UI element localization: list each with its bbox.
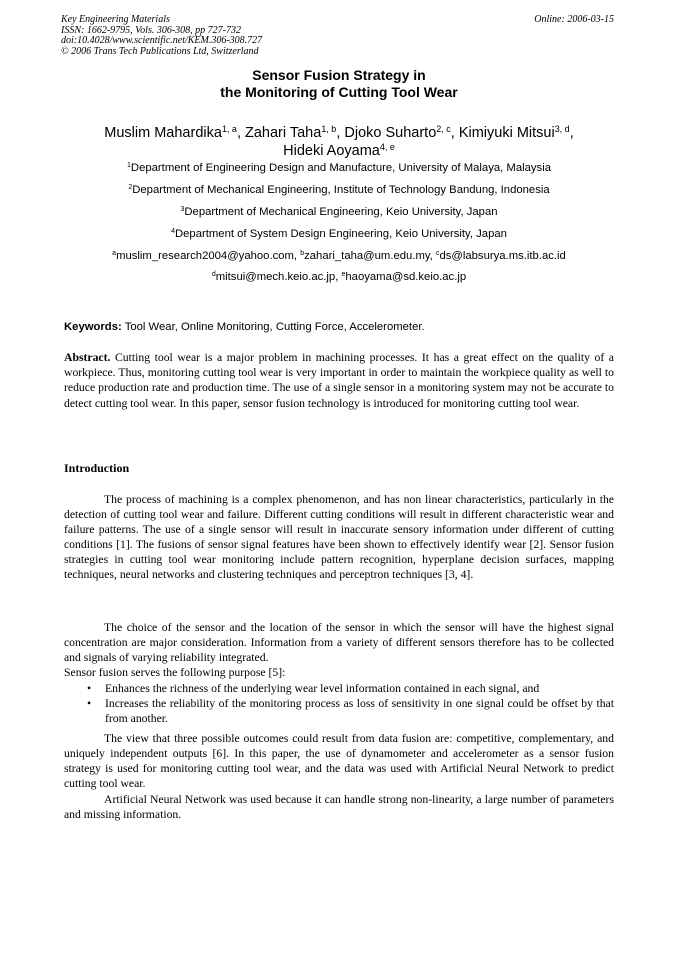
journal-issn: ISSN: 1662-9795, Vols. 306-308, pp 727-732 (61, 24, 241, 36)
bullet-list (64, 681, 614, 726)
email-link[interactable]: haoyama@sd.keio.ac.jp (345, 271, 467, 283)
email-link[interactable]: muslim_research2004@yahoo.com, (116, 250, 301, 262)
keywords-label: Keywords: (64, 321, 122, 333)
author: Djoko Suharto$^{2, c}$, (344, 124, 459, 141)
abstract-label: Abstract. (64, 351, 111, 364)
title-line-1: Sensor Fusion Strategy in (252, 67, 426, 83)
author: Zahari Taha$^{1, b}$, (245, 124, 345, 141)
paragraph: The choice of the sensor and the location of the sensor in which the sensor will have the highest signal concentration are major consideration. Information from a variety of different sensors therefore has to be collected and signals of varying reliability integrated. (64, 621, 614, 665)
paragraph: The view that three possible outcomes could result from data fusion are: competitive, complementary, and uniquely independent outputs [6]. In this paper, the use of dynamometer and accelerometer as a sensor fusion strategy is used for monitoring cutting tool wear, and the data was used with Artificial Neural Network to predict cutting tool wear. (64, 732, 614, 791)
list-item: • Enhances the richness of the underlying wear level information contained in each signal, and (87, 682, 540, 695)
section-heading: Introduction (64, 461, 130, 475)
journal-name: Key Engineering Materials (61, 14, 170, 25)
affiliation: $^4$Department of System Design Engineering, Keio University, Japan (171, 228, 507, 240)
author: Muslim Mahardika$^{1, a}$, (104, 124, 245, 141)
abstract-text: Cutting tool wear is a major problem in machining processes. It has a great effect on the quality of a workpiece. Thus, monitoring cutting tool wear is very important in order to maintain the workpiece quality as well to reduce production rate and production time. The use of a single sensor in a monitoring system may not be accurate to detect cutting tool wear. In this paper, sensor fusion technology is introduced for monitoring cutting tool wear. (64, 351, 614, 410)
affiliation: $^2$Department of Mechanical Engineering, Institute of Technology Bandung, Indonesia (128, 184, 550, 196)
email-line: $^a$muslim_research2004@yahoo.com, $^b$zahari_taha@um.edu.my, $^c$ds@labsurya.ms.itb.ac.id (112, 250, 566, 262)
journal-header (61, 15, 614, 57)
online-date: Online: 2006-03-15 (534, 14, 614, 25)
affiliation: $^1$Department of Engineering Design and Manufacture, University of Malaya, Malaysia (127, 162, 551, 174)
email-link[interactable]: zahari_taha@um.edu.my, (304, 250, 436, 262)
author: Hideki Aoyama$^{4, e}$ (283, 142, 395, 159)
email-link[interactable]: mitsui@mech.keio.ac.jp, (215, 271, 342, 283)
email-line: $^d$mitsui@mech.keio.ac.jp, $^e$haoyama@sd.keio.ac.jp (211, 271, 467, 283)
bullet-icon: • (87, 682, 92, 695)
author: Kimiyuki Mitsui$^{3, d}$, (458, 124, 574, 141)
title-line-2: the Monitoring of Cutting Tool Wear (220, 84, 458, 100)
paragraph: The process of machining is a complex phenomenon, and has non linear characteristics, particularly in the detection of cutting tool wear and failure. Different cutting conditions will result in different characteristic wear and failure patterns. The use of a single sensor will result in inaccurate sensory information under different of cutting conditions [1]. The fusions of sensor signal features have been shown to effectively identify wear [2]. Sensor fusion strategies in cutting tool wear monitoring include pattern recognition, hyperplane decision surfaces, mapping techniques, neural networks and clustering techniques and perceptron techniques [3, 4]. (64, 493, 614, 582)
list-item: • Increases the reliability of the monitoring process as loss of sensitivity in one signal could be offset by that from another. (87, 697, 614, 726)
journal-doi: doi:10.4028/www.scientific.net/KEM.306-308.727 (61, 35, 263, 46)
paragraph: Artificial Neural Network was used because it can handle strong non-linearity, a large number of parameters and missing information. (64, 793, 614, 822)
keywords (64, 320, 616, 334)
paper-title (0, 67, 678, 101)
author-list (40, 124, 638, 160)
abstract (64, 350, 614, 411)
journal-copyright: © 2006 Trans Tech Publications Ltd, Switzerland (61, 45, 259, 57)
keywords-text: Tool Wear, Online Monitoring, Cutting Force, Accelerometer. (121, 321, 425, 333)
email-link[interactable]: ds@labsurya.ms.itb.ac.id (439, 250, 566, 262)
affiliation: $^3$Department of Mechanical Engineering, Keio University, Japan (180, 206, 498, 218)
bullet-icon: • (87, 697, 92, 711)
paragraph: Sensor fusion serves the following purpose [5]: (64, 666, 286, 679)
